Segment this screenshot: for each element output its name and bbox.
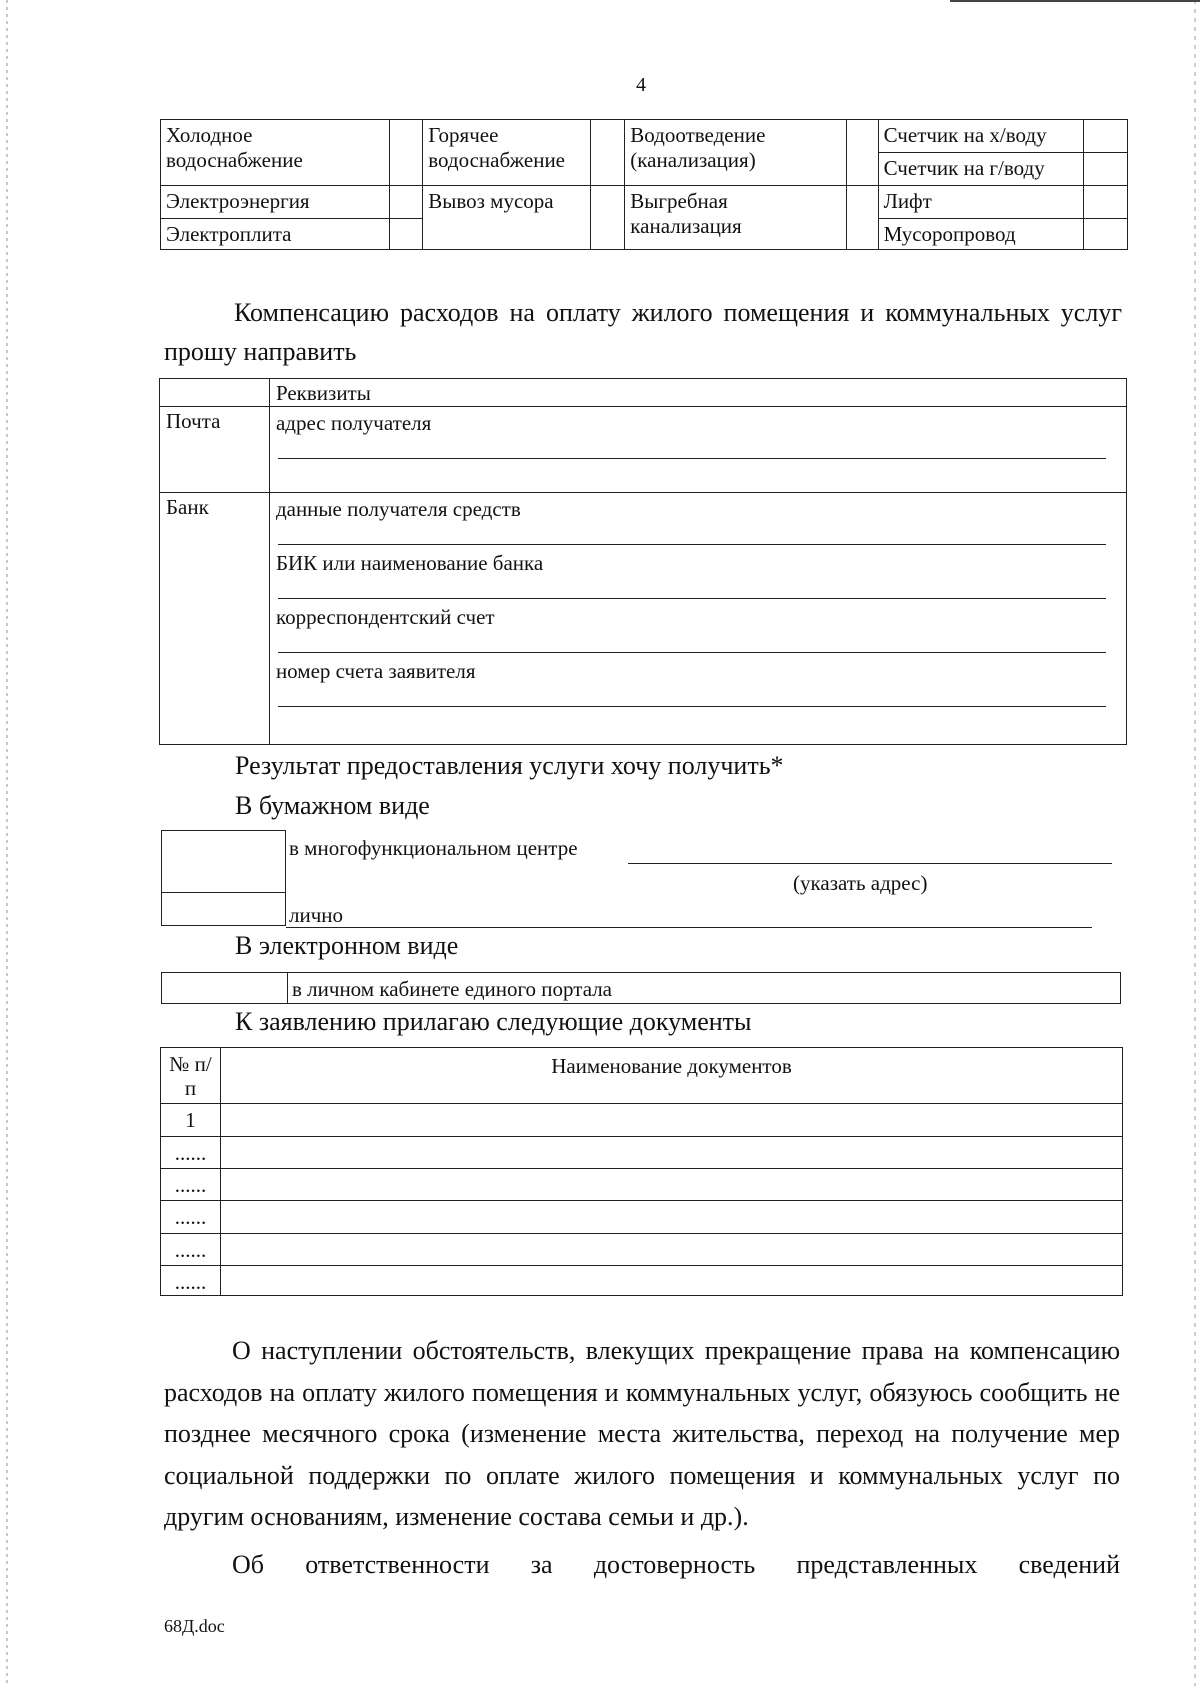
document-name-field[interactable]: [220, 1169, 1122, 1201]
result-title: Результат предоставления услуги хочу получить*: [235, 751, 784, 780]
bank-label: Банк: [160, 493, 270, 745]
cell-meter-hot: Счетчик на г/воду: [878, 153, 1083, 186]
cell-hot-water: Горячее водоснабжение: [423, 120, 591, 186]
checkbox-meter-hot[interactable]: [1083, 153, 1127, 186]
cell-electricity: Электроэнергия: [161, 186, 390, 219]
cell-electric-stove: Электроплита: [161, 219, 390, 250]
paper-form-heading: В бумажном виде: [235, 791, 430, 820]
bank-account-field[interactable]: [278, 706, 1106, 707]
utilities-table: [160, 119, 1128, 250]
bank-corr-field[interactable]: [278, 652, 1106, 653]
checkbox-cold-water[interactable]: [389, 120, 422, 186]
checkbox-electricity[interactable]: [389, 186, 422, 219]
bank-recipient-label: данные получателя средств: [275, 497, 521, 521]
scan-edge-left: [6, 0, 8, 1686]
footer-filename: 68Д.doc: [164, 1616, 225, 1636]
scan-edge-top: [950, 0, 1200, 2]
portal-label: в личном кабинете единого портала: [292, 977, 613, 1001]
row-num-3: ......: [161, 1169, 221, 1201]
checkbox-elevator[interactable]: [1083, 186, 1127, 219]
requisites-corner-cell: [160, 379, 270, 407]
col-num-label: № п/п: [169, 1052, 212, 1100]
document-name-field[interactable]: [220, 1201, 1122, 1234]
mail-address-field[interactable]: [278, 458, 1106, 459]
row-num-6: ......: [161, 1266, 221, 1296]
cell-garbage: Вывоз мусора: [423, 186, 591, 250]
mail-label: Почта: [160, 407, 270, 493]
compensation-paragraph: Компенсацию расходов на оплату жилого помещения и коммунальных услуг прошу направить: [164, 298, 1122, 366]
row-num-2: ......: [161, 1137, 221, 1169]
row-num-4: ......: [161, 1201, 221, 1234]
bank-bik-label: БИК или наименование банка: [275, 551, 544, 575]
checkbox-meter-cold[interactable]: [1083, 120, 1127, 153]
checkbox-electric-stove[interactable]: [389, 219, 422, 250]
document-name-field[interactable]: [220, 1137, 1122, 1169]
portal-checkbox-divider: [287, 973, 288, 1003]
bank-bik-field[interactable]: [278, 598, 1106, 599]
documents-title: К заявлению прилагаю следующие документы: [235, 1007, 752, 1036]
checkbox-hot-water[interactable]: [590, 120, 624, 186]
cell-cold-water: Холодное водоснабжение: [161, 120, 390, 186]
cell-cesspool: Выгребная канализация: [625, 186, 847, 250]
mfc-label: в многофункциональном центре: [289, 836, 578, 860]
checkbox-garbage-chute[interactable]: [1083, 219, 1127, 250]
responsibility-paragraph: Об ответственности за достоверность представленных сведений: [232, 1550, 1120, 1579]
cell-garbage-chute: Мусоропровод: [878, 219, 1083, 250]
mfc-checkbox[interactable]: [161, 830, 286, 893]
personally-underline: [286, 927, 1092, 928]
address-hint: (указать адрес): [793, 871, 928, 895]
mfc-address-field[interactable]: [628, 863, 1112, 864]
electronic-form-heading: В электронном виде: [235, 931, 459, 960]
page-number: 4: [636, 74, 646, 96]
row-num-1: 1: [161, 1104, 221, 1137]
bank-account-label: номер счета заявителя: [275, 659, 476, 683]
personally-label: лично: [289, 903, 344, 927]
requisites-header: Реквизиты: [269, 379, 1126, 407]
bank-cell: [269, 493, 1126, 745]
document-name-field[interactable]: [220, 1234, 1122, 1266]
bank-recipient-field[interactable]: [278, 544, 1106, 545]
col-name-header: Наименование документов: [220, 1048, 1122, 1104]
checkbox-garbage[interactable]: [590, 186, 624, 250]
checkbox-cesspool[interactable]: [846, 186, 878, 250]
cell-meter-cold: Счетчик на х/воду: [878, 120, 1083, 153]
mail-cell: [269, 407, 1126, 493]
mail-address-label: адрес получателя: [275, 411, 432, 435]
checkbox-drainage[interactable]: [846, 120, 878, 186]
obligation-paragraph: О наступлении обстоятельств, влекущих прекращение права на компенсацию расходов на оплату жилого помещения и коммунальных услуг, обязуюсь сообщить не позднее месячного срока (изменение места жительства, переход на получение мер социальной поддержки по оплате жилого помещения и коммунальных услуг по другим основаниям, изменение состава семьи и др.).: [164, 1336, 1120, 1531]
cell-drainage: Водоотведение (канализация): [625, 120, 847, 186]
document-name-field[interactable]: [220, 1104, 1122, 1137]
portal-row: [161, 972, 1121, 1004]
documents-table: [160, 1047, 1123, 1296]
cell-elevator: Лифт: [878, 186, 1083, 219]
row-num-5: ......: [161, 1234, 221, 1266]
col-num-header: [161, 1048, 221, 1104]
document-name-field[interactable]: [220, 1266, 1122, 1296]
payment-requisites-table: [159, 378, 1127, 745]
portal-checkbox[interactable]: [162, 973, 287, 1003]
personally-checkbox[interactable]: [161, 893, 286, 926]
bank-corr-label: корреспондентский счет: [275, 605, 495, 629]
scan-edge-right: [1194, 0, 1196, 1686]
